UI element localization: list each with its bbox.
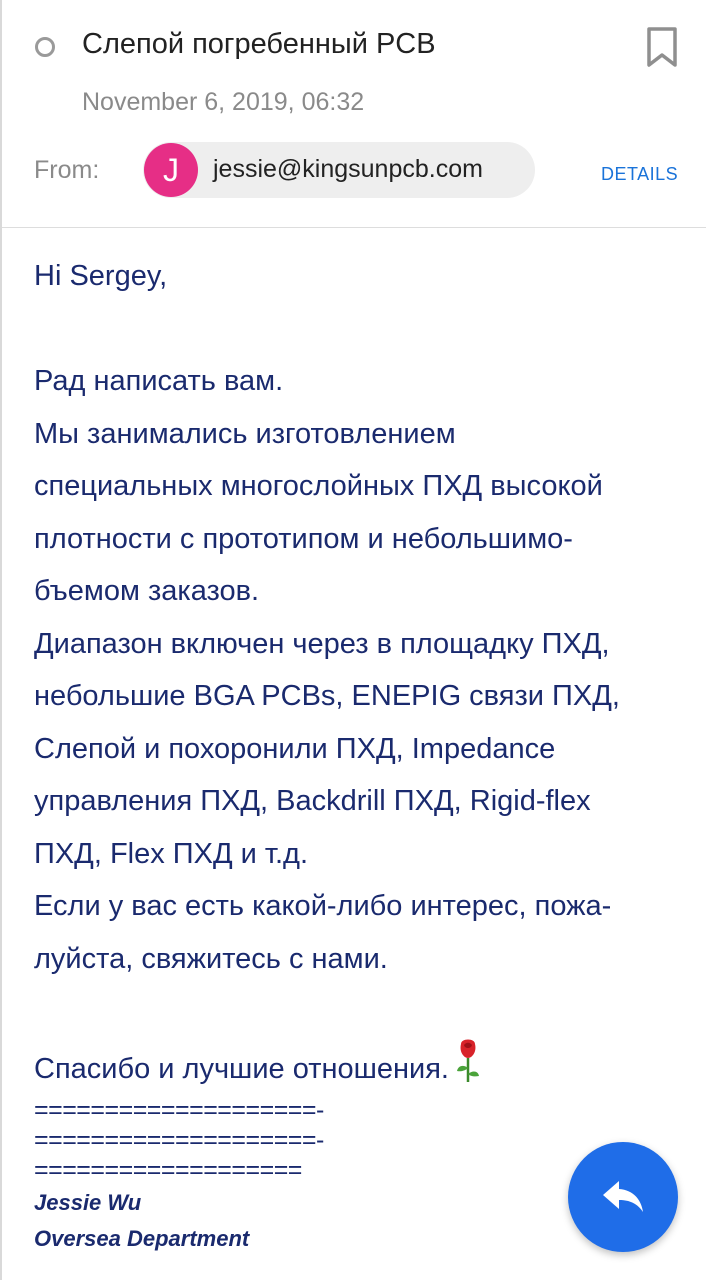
signature-department: Oversea Department — [34, 1226, 250, 1251]
body-line: Диапазон включен через в площадку ПХД, — [34, 627, 610, 660]
reply-button[interactable] — [568, 1142, 678, 1252]
body-line: управления ПХД, Backdrill ПХД, Rigid-flex — [34, 785, 591, 817]
email-subject: Слепой погребенный PCB — [82, 28, 436, 60]
email-date: November 6, 2019, 06:32 — [82, 88, 365, 116]
from-label: From: — [34, 156, 100, 184]
body-line: плотности с прототипом и небольшимо- — [34, 522, 573, 555]
separator-line: ====================- — [34, 1096, 324, 1124]
body-line: луйста, свяжитесь с нами. — [34, 942, 388, 975]
body-line: Мы занимались изготовлением — [34, 417, 456, 450]
spacer — [34, 985, 684, 1038]
spacer — [34, 303, 684, 356]
bookmark-icon[interactable] — [645, 26, 679, 68]
signature-name: Jessie Wu — [34, 1190, 142, 1215]
body-line: небольшие BGA PCBs, ENEPIG связи ПХД, — [34, 680, 620, 712]
avatar: J — [144, 143, 198, 197]
separator-line: ====================- — [34, 1126, 324, 1154]
status-dot-icon — [35, 37, 55, 57]
body-line: бъемом заказов. — [34, 575, 260, 607]
closing-text: Спасибо и лучшие отношения. — [34, 1052, 449, 1085]
email-body — [34, 250, 684, 1257]
greeting: Hi Sergey, — [34, 260, 168, 292]
body-line: Слепой и похоронили ПХД, Impedance — [34, 732, 556, 765]
separator-line: =================== — [34, 1156, 302, 1184]
rose-icon — [453, 1038, 483, 1084]
body-line: ПХД, Flex ПХД и т.д. — [34, 837, 309, 870]
body-line: специальных многослойных ПХД высокой — [34, 470, 603, 502]
closing-line — [34, 1038, 684, 1096]
email-header — [2, 0, 706, 228]
body-line: Если у вас есть какой-либо интерес, пожа- — [34, 890, 612, 922]
details-button[interactable]: DETAILS — [601, 164, 679, 184]
sender-chip[interactable] — [143, 142, 535, 198]
reply-icon — [601, 1179, 645, 1215]
body-line: Рад написать вам. — [34, 365, 284, 397]
sender-email: jessie@kingsunpcb.com — [213, 155, 483, 183]
